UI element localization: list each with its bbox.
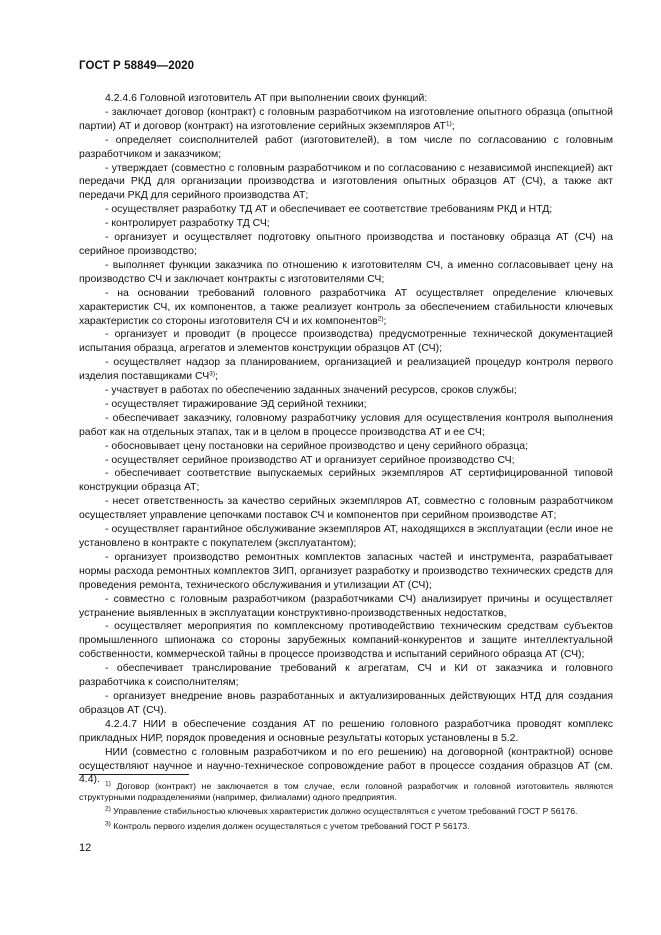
footnote-1: $^{1)}$ Договор (контракт) не заключается в том случае, если головной разработчик и головной изготовитель являются структурными подразделениями (например, филиалами) одного предприятия. <box>79 780 614 803</box>
list-item: - организует производство ремонтных комплектов запасных частей и инструмента, разрабатывает нормы расхода ремонтных комплектов ЗИП, организует разработку и производство технических средств для проведения ремонта, технического обслуживания и утилизации АТ (СЧ); <box>79 551 613 591</box>
list-item: - несет ответственность за качество серийных экземпляров АТ, совместно с головным разработчиком осуществляет управление цепочками поставок СЧ и компонентов при серийном производстве АТ; <box>79 496 613 522</box>
list-item: - выполняет функции заказчика по отношению к изготовителям СЧ, а именно согласовывает цену на производство СЧ и заключает контракты с изготовителями СЧ; <box>79 259 613 285</box>
list-item: - утверждает (совместно с головным разработчиком и по согласованию с независимой инспекцией) акт передачи РКД для организации производства и изготовления опытных образцов АТ (СЧ), а также акт передачи РКД для серийного производства АТ; <box>79 162 613 202</box>
list-item: - участвует в работах по обеспечению заданных значений ресурсов, сроков службы; <box>105 385 517 397</box>
list-item: - заключает договор (контракт) с головным разработчиком на изготовление опытного образца (опытной партии) АТ и договор (контракт) на изготовление серийных экземпляров АТ$^{1)}$; <box>79 106 613 132</box>
footnote-mark: 1) <box>105 780 111 788</box>
footnote-ref: 1) <box>445 120 452 128</box>
paragraph-nii: НИИ (совместно с головным разработчиком и по его решению) на договорной (контрактной) основе осуществляют научное и научно-техническое сопровождение работ в процессе создания образцов АТ (см. 4.4). <box>79 746 613 786</box>
list-item: - осуществляет гарантийное обслуживание экземпляров АТ, находящихся в эксплуатации (если иное не установлено в контракте с покупателем (эксплуатантом); <box>79 524 613 549</box>
clause-4-2-4-7: 4.2.4.7 НИИ в обеспечение создания АТ по решению головного разработчика проводят комплекс прикладных НИР, порядок проведения и основные результаты которых установлены в 5.2. <box>79 718 613 744</box>
list-item: - обеспечивает соответствие выпускаемых серийных экземпляров АТ сертифицированной типовой конструкции образца АТ; <box>79 468 613 494</box>
footnote-divider <box>79 774 189 775</box>
footnotes <box>79 781 613 835</box>
list-item: - обеспечивает заказчику, головному разработчику условия для осуществления контроля выполнения работ как на отдельных этапах, так и в целом в процессе производства АТ и ее СЧ; <box>79 412 613 438</box>
list-item: - обосновывает цену постановки на серийное производство и цену серийного образца; <box>105 440 528 452</box>
list-item: - организует и проводит (в процессе производства) предусмотренные технической документацией испытания образца, агрегатов и элементов конструкции образцов АТ (СЧ); <box>79 329 613 355</box>
list-item: - совместно с головным разработчиком (разработчиками СЧ) анализирует причины и осуществляет устранение выявленных в эксплуатации конструктивно-производственных недостатков, <box>79 593 613 619</box>
list-item: - осуществляет надзор за планированием, организацией и реализацией процедур контроля первого изделия поставщиками СЧ$^{3)}$; <box>79 357 613 383</box>
document-header: ГОСТ Р 58849—2020 <box>79 60 195 72</box>
list-item: - обеспечивает транслирование требований к агрегатам, СЧ и КИ от заказчика и головного разработчика к соисполнителям; <box>79 663 613 689</box>
footnote-3: $^{3)}$ Контроль первого изделия должен осуществляться с учетом требований ГОСТ Р 56173. <box>105 820 470 831</box>
footnote-mark: 3) <box>105 820 111 828</box>
clause-4-2-4-6: 4.2.4.6 Головной изготовитель АТ при выполнении своих функций: <box>105 93 428 104</box>
body-text <box>79 92 613 787</box>
footnote-ref: 3) <box>209 370 216 378</box>
page-number: 12 <box>79 842 92 854</box>
list-item: - осуществляет тиражирование ЭД серийной техники; <box>105 398 367 410</box>
list-item: - определяет соисполнителей работ (изготовителей), в том числе по согласованию с головным разработчиком и заказчиком; <box>79 134 613 160</box>
list-item: - контролирует разработку ТД СЧ; <box>105 218 270 230</box>
list-item: - осуществляет разработку ТД АТ и обеспечивает ее соответствие требованиям РКД и НТД; <box>105 204 553 216</box>
footnote-2: $^{2)}$ Управление стабильностью ключевых характеристик должно осуществляться с учетом требований ГОСТ Р 56176. <box>105 805 578 817</box>
list-item: - осуществляет мероприятия по комплексному противодействию техническим средствам субъектов промышленного шпионажа со стороны зарубежных компаний-конкурентов и защите интеллектуальной собственности, коммерческой тайны в процессе производства и испытаний серийного образца АТ (СЧ); <box>79 621 613 661</box>
list-item: - на основании требований головного разработчика АТ осуществляет определение ключевых характеристик СЧ, их компонентов, а также реализует контроль за обеспечением стабильности ключевых характеристик со стороны изготовителя СЧ и их компонентов$^{2)}$; <box>79 287 613 327</box>
footnote-mark: 2) <box>105 805 111 813</box>
list-item: - организует и осуществляет подготовку опытного производства и постановку образца АТ (СЧ) на серийное производство; <box>79 232 613 257</box>
footnote-ref: 2) <box>377 314 384 322</box>
list-item: - осуществляет серийное производство АТ и организует серийное производство СЧ; <box>105 454 515 466</box>
list-item: - организует внедрение вновь разработанных и актуализированных действующих НТД для создания образцов АТ (СЧ). <box>79 690 613 716</box>
